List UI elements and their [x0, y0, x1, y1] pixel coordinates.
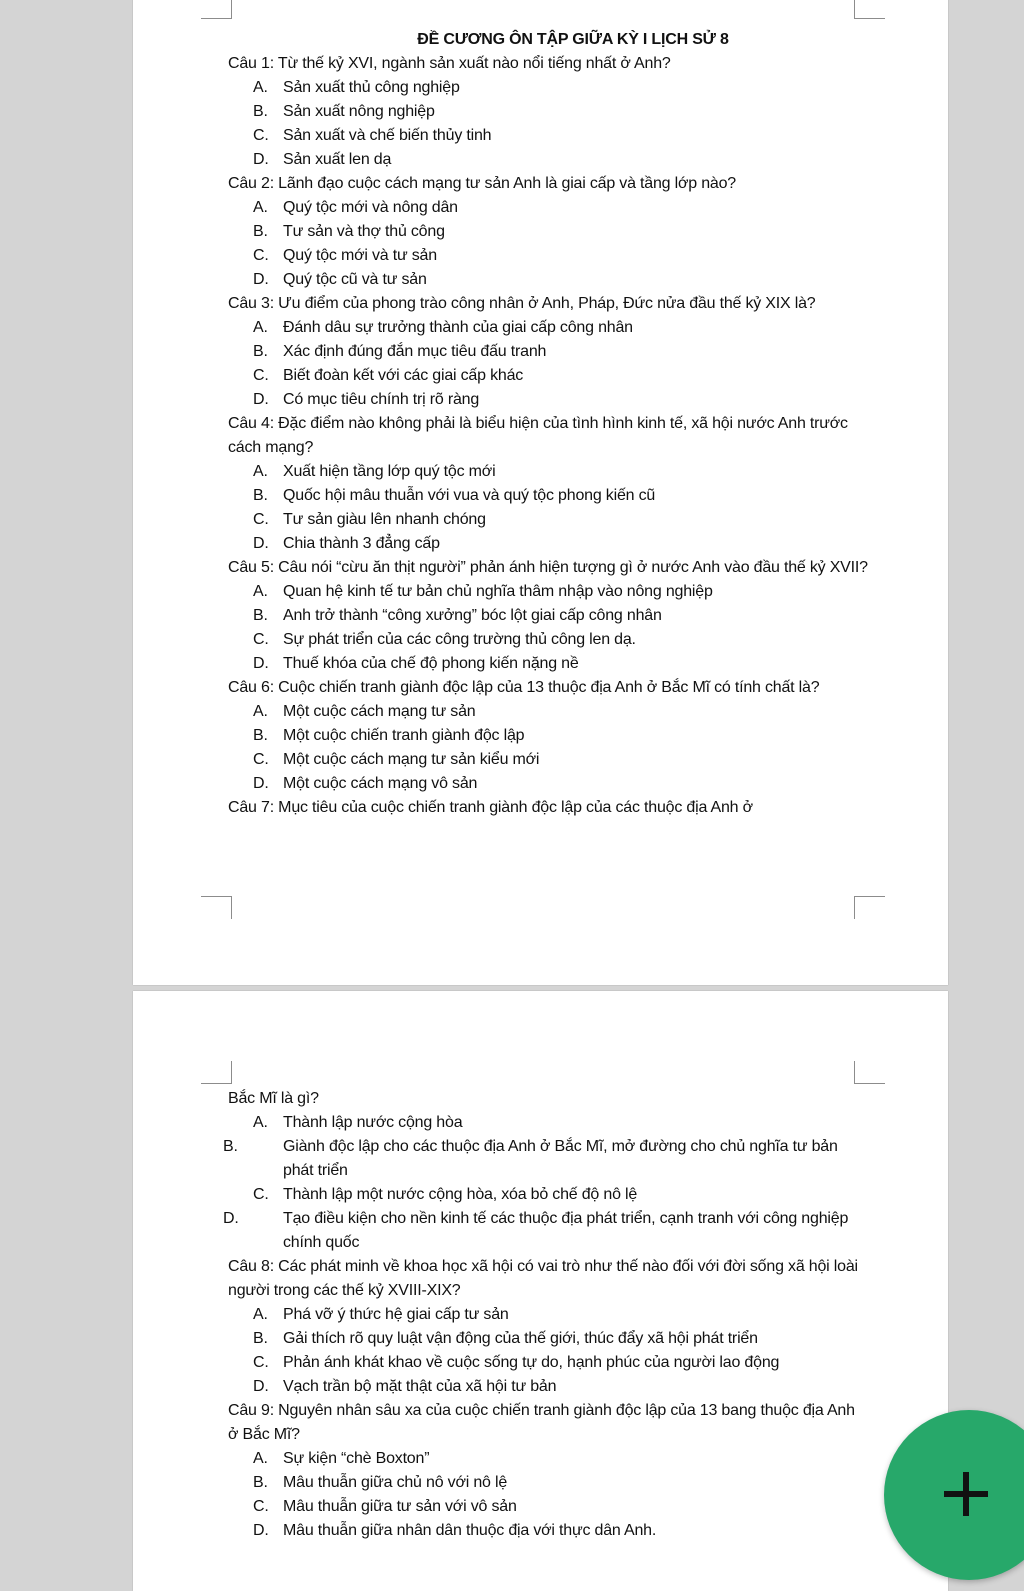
- option-label: B.: [253, 343, 268, 360]
- option-b: Quốc hội mâu thuẫn với vua và quý tộc phong kiến cũ: [283, 487, 656, 504]
- option-c: Phản ánh khát khao về cuộc sống tự do, hạnh phúc của người lao động: [283, 1354, 780, 1371]
- document-page-1: [133, 0, 948, 985]
- option-b: Mâu thuẫn giữa chủ nô với nô lệ: [283, 1474, 508, 1491]
- option-a: Một cuộc cách mạng tư sản: [283, 703, 476, 720]
- option-label: D.: [253, 151, 269, 168]
- question-text: Câu 3: Ưu điểm của phong trào công nhân ở Anh, Pháp, Đức nửa đầu thế kỷ XIX là?: [228, 295, 816, 312]
- option-label: A.: [253, 1450, 268, 1467]
- crop-mark: [201, 0, 232, 19]
- option-label: D.: [253, 655, 269, 672]
- option-d: Mâu thuẫn giữa nhân dân thuộc địa với thực dân Anh.: [283, 1522, 657, 1539]
- option-label: D.: [253, 271, 269, 288]
- option-d: Tạo điều kiện cho nền kinh tế các thuộc địa phát triển, cạnh tranh với công nghiệp chính quốc: [283, 1210, 849, 1251]
- option-label: C.: [253, 247, 269, 264]
- option-label: B.: [223, 1138, 238, 1155]
- option-c: Sự phát triển của các công trường thủ công len dạ.: [283, 631, 636, 648]
- option-c: Thành lập một nước cộng hòa, xóa bỏ chế độ nô lệ: [283, 1186, 638, 1203]
- option-label: C.: [253, 1186, 269, 1203]
- option-label: D.: [253, 1378, 269, 1395]
- option-label: A.: [253, 79, 268, 96]
- option-label: D.: [253, 1522, 269, 1539]
- page-2-content: [223, 1087, 868, 1543]
- option-b: Giành độc lập cho các thuộc địa Anh ở Bắc Mĩ, mở đường cho chủ nghĩa tư bản phát triển: [283, 1138, 838, 1179]
- option-a: Đánh dâu sự trưởng thành của giai cấp công nhân: [283, 319, 633, 336]
- question-7: [223, 1087, 868, 1255]
- question-8: [228, 1255, 868, 1399]
- option-label: C.: [253, 127, 269, 144]
- option-a: Sự kiện “chè Boxton”: [283, 1450, 430, 1467]
- question-7-start: Câu 7: Mục tiêu của cuộc chiến tranh giành độc lập của các thuộc địa Anh ở: [228, 799, 753, 816]
- option-d: Quý tộc cũ và tư sản: [283, 271, 427, 288]
- option-b: Tư sản và thợ thủ công: [283, 223, 445, 240]
- option-label: C.: [253, 1498, 269, 1515]
- option-d: Thuế khóa của chế độ phong kiến nặng nề: [283, 655, 579, 672]
- option-d: Sản xuất len dạ: [283, 151, 392, 168]
- option-a: Quan hệ kinh tế tư bản chủ nghĩa thâm nhập vào nông nghiệp: [283, 583, 713, 600]
- option-c: Quý tộc mới và tư sản: [283, 247, 437, 264]
- option-a: Quý tộc mới và nông dân: [283, 199, 458, 216]
- crop-mark: [201, 1061, 232, 1084]
- question-text: Câu 8: Các phát minh về khoa học xã hội có vai trò như thế nào đối với đời sống xã hội loài người trong các thế kỷ XVIII-XIX?: [228, 1258, 858, 1299]
- option-label: A.: [253, 703, 268, 720]
- question-text: Câu 6: Cuộc chiến tranh giành độc lập của 13 thuộc địa Anh ở Bắc Mĩ có tính chất là?: [228, 679, 820, 696]
- question-1: [228, 52, 868, 172]
- option-b: Anh trở thành “công xưởng” bóc lột giai cấp công nhân: [283, 607, 662, 624]
- crop-mark: [854, 1061, 885, 1084]
- option-label: A.: [253, 463, 268, 480]
- option-label: B.: [253, 103, 268, 120]
- option-d: Vạch trần bộ mặt thật của xã hội tư bản: [283, 1378, 557, 1395]
- option-label: C.: [253, 1354, 269, 1371]
- option-a: Thành lập nước cộng hòa: [283, 1114, 463, 1131]
- option-label: C.: [253, 631, 269, 648]
- option-label: B.: [253, 223, 268, 240]
- question-text: Câu 2: Lãnh đạo cuộc cách mạng tư sản Anh là giai cấp và tầng lớp nào?: [228, 175, 737, 192]
- document-page-2: [133, 991, 948, 1591]
- option-d: Có mục tiêu chính trị rõ ràng: [283, 391, 480, 408]
- option-label: A.: [253, 199, 268, 216]
- option-c: Mâu thuẫn giữa tư sản với vô sản: [283, 1498, 517, 1515]
- option-label: A.: [253, 1114, 268, 1131]
- option-b: Sản xuất nông nghiệp: [283, 103, 435, 120]
- question-9: [228, 1399, 868, 1543]
- option-b: Xác định đúng đắn mục tiêu đấu tranh: [283, 343, 547, 360]
- crop-mark: [201, 896, 232, 919]
- crop-mark: [854, 896, 885, 919]
- option-label: A.: [253, 1306, 268, 1323]
- option-d: Chia thành 3 đẳng cấp: [283, 535, 440, 552]
- option-a: Xuất hiện tầng lớp quý tộc mới: [283, 463, 496, 480]
- option-b: Một cuộc chiến tranh giành độc lập: [283, 727, 525, 744]
- question-text: Câu 4: Đặc điểm nào không phải là biểu hiện của tình hình kinh tế, xã hội nước Anh trước cách mạng?: [228, 415, 848, 456]
- document-title: ĐỀ CƯƠNG ÔN TẬP GIỮA KỲ I LỊCH SỬ 8: [417, 31, 729, 48]
- question-text: Câu 5: Câu nói “cừu ăn thịt người” phản ánh hiện tượng gì ở nước Anh vào đầu thế kỷ XVII?: [228, 559, 868, 576]
- option-label: C.: [253, 367, 269, 384]
- option-label: A.: [253, 583, 268, 600]
- option-label: B.: [253, 487, 268, 504]
- option-c: Biết đoàn kết với các giai cấp khác: [283, 367, 524, 384]
- question-6: [228, 676, 868, 796]
- option-label: B.: [253, 607, 268, 624]
- option-label: C.: [253, 511, 269, 528]
- option-label: D.: [253, 391, 269, 408]
- question-text: Câu 9: Nguyên nhân sâu xa của cuộc chiến tranh giành độc lập của 13 bang thuộc địa Anh ở Bắc Mĩ?: [228, 1402, 855, 1443]
- option-label: A.: [253, 319, 268, 336]
- option-label: B.: [253, 1330, 268, 1347]
- question-2: [228, 172, 868, 292]
- page-1-content: [228, 28, 868, 820]
- question-3: [228, 292, 868, 412]
- question-text: Câu 1: Từ thế kỷ XVI, ngành sản xuất nào nổi tiếng nhất ở Anh?: [228, 55, 671, 72]
- option-b: Gải thích rõ quy luật vận động của thế giới, thúc đẩy xã hội phát triển: [283, 1330, 758, 1347]
- option-label: D.: [253, 535, 269, 552]
- option-c: Một cuộc cách mạng tư sản kiểu mới: [283, 751, 540, 768]
- crop-mark: [854, 0, 885, 19]
- option-c: Tư sản giàu lên nhanh chóng: [283, 511, 486, 528]
- plus-icon: [942, 1470, 990, 1518]
- option-label: D.: [223, 1210, 239, 1227]
- question-4: [228, 412, 868, 556]
- option-label: B.: [253, 727, 268, 744]
- option-d: Một cuộc cách mạng vô sản: [283, 775, 478, 792]
- option-c: Sản xuất và chế biến thủy tinh: [283, 127, 492, 144]
- option-label: C.: [253, 751, 269, 768]
- option-a: Phá vỡ ý thức hệ giai cấp tư sản: [283, 1306, 509, 1323]
- option-label: B.: [253, 1474, 268, 1491]
- option-label: D.: [253, 775, 269, 792]
- question-text: Bắc Mĩ là gì?: [228, 1090, 319, 1107]
- option-a: Sản xuất thủ công nghiệp: [283, 79, 460, 96]
- question-5: [228, 556, 868, 676]
